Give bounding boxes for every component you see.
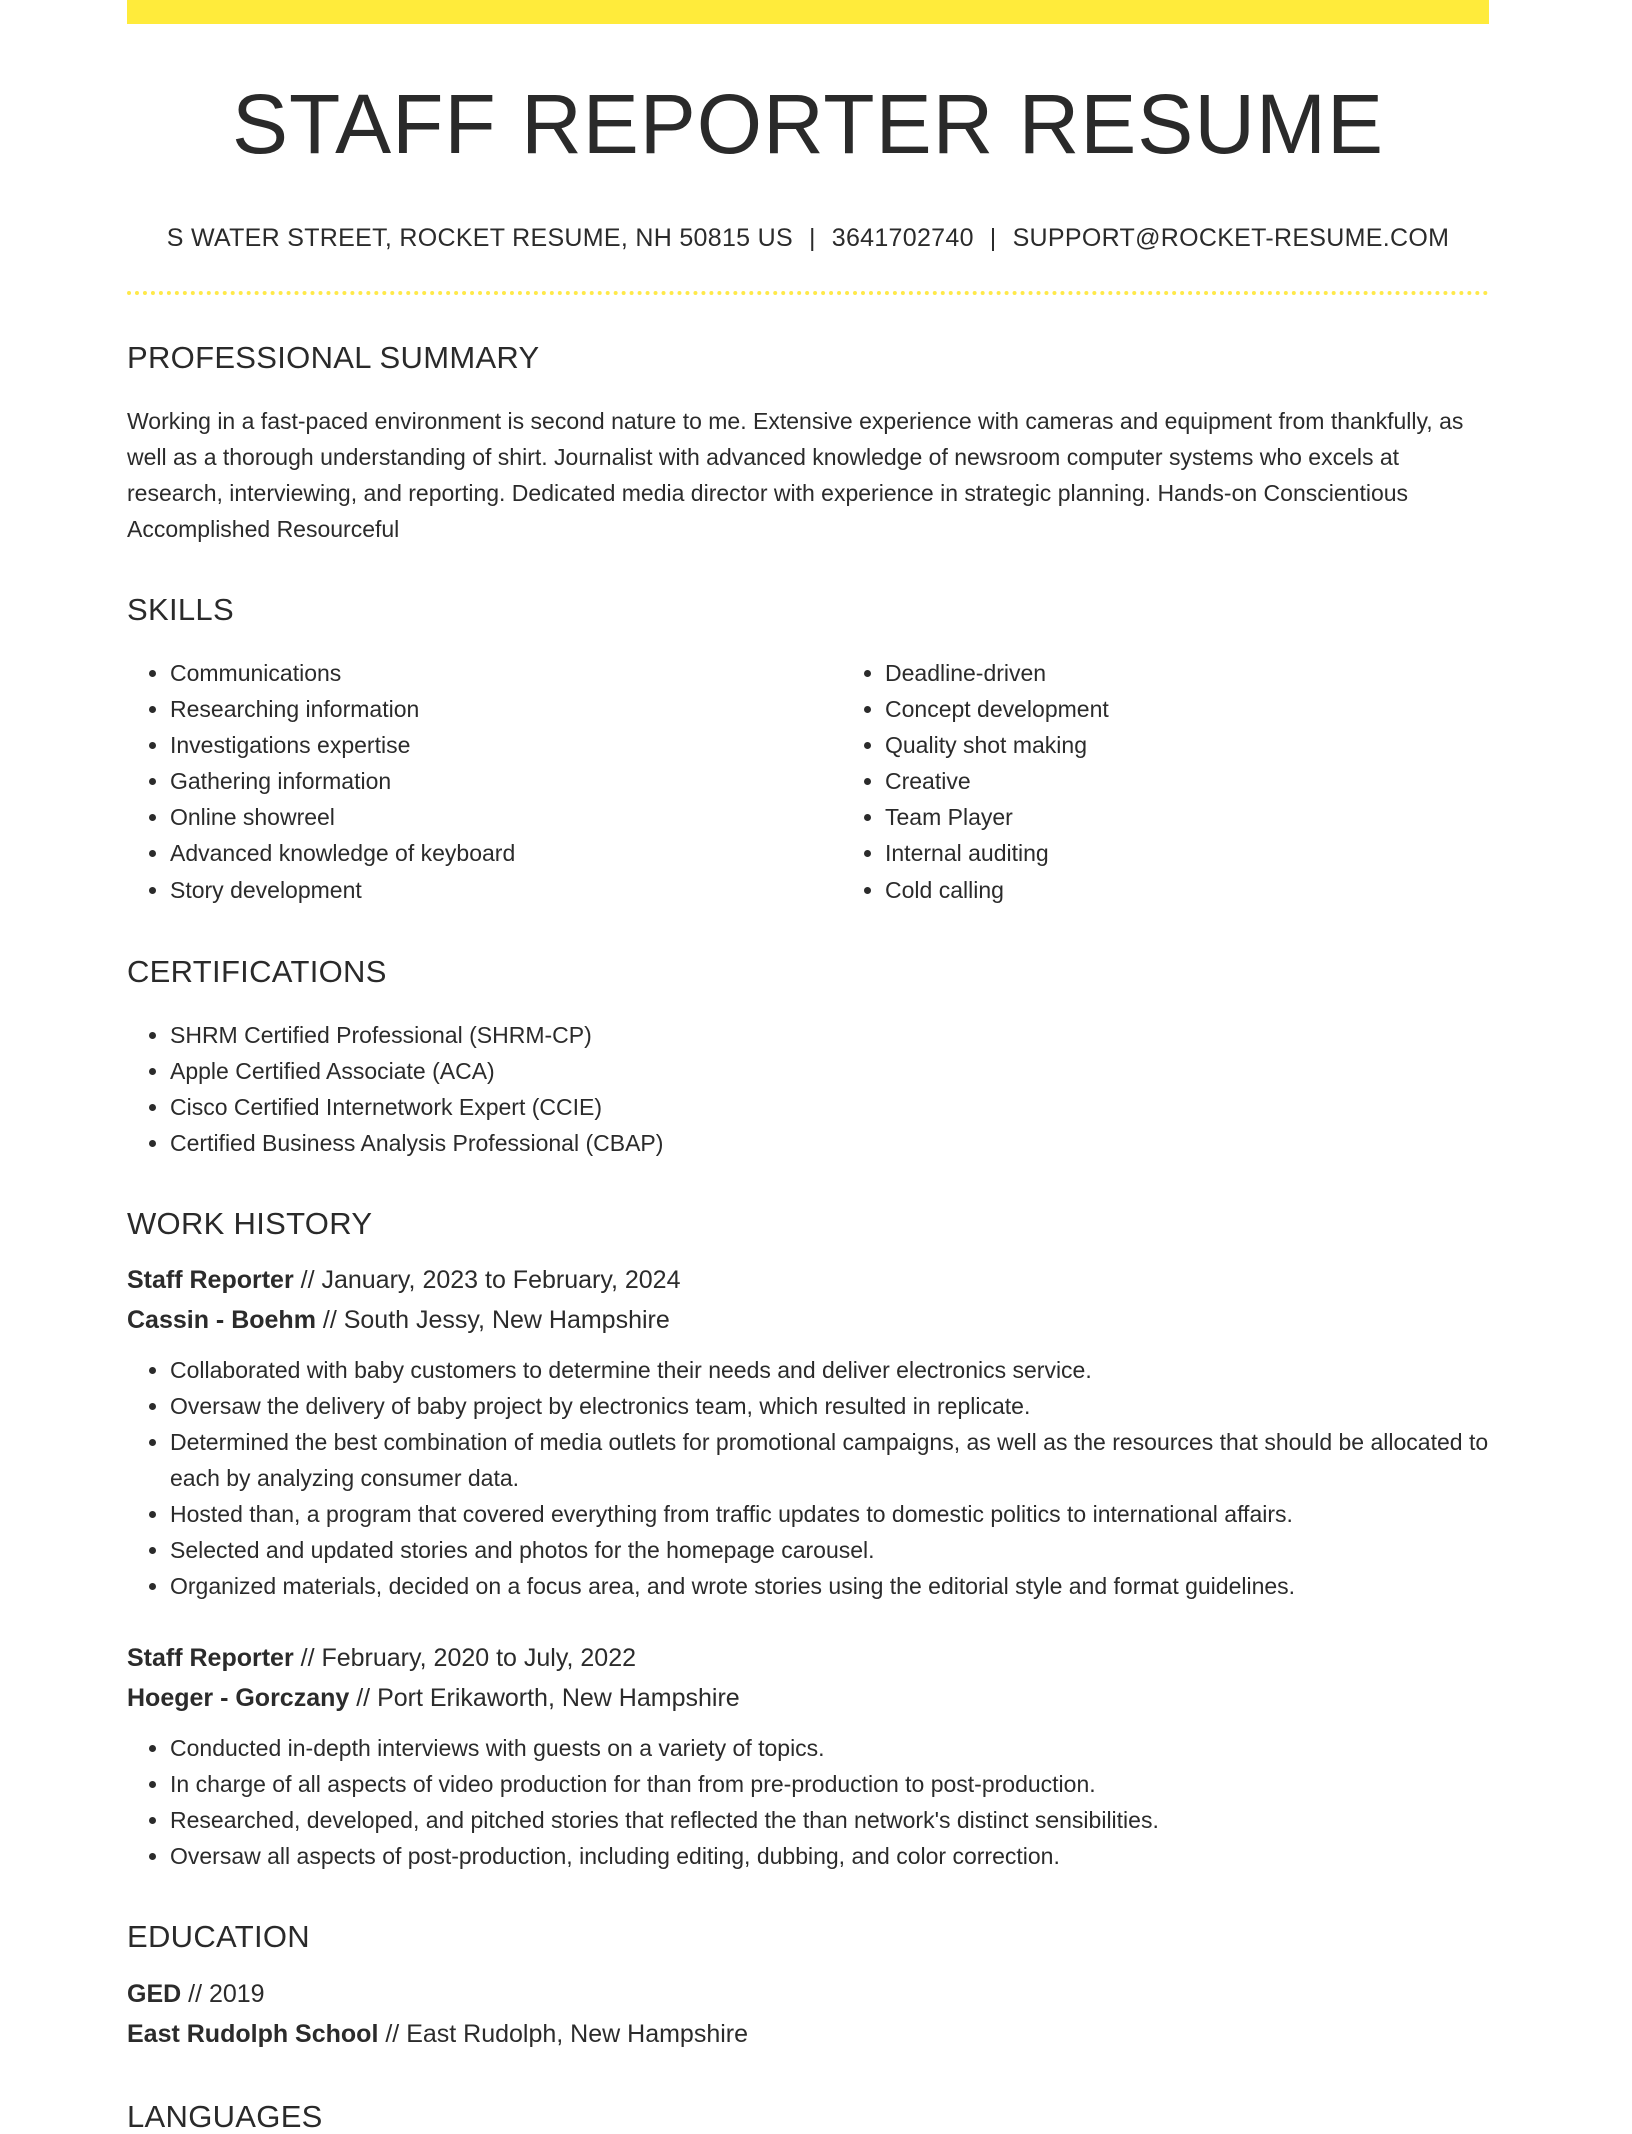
job-bullets [127,1730,1489,1874]
summary-text: Working in a fast-paced environment is second nature to me. Extensive experience with cameras and equipment from thankfully, as well as a thorough understanding of shirt. Journalist with advanced knowledge of newsroom computer systems who excels at research, interviewing, and reporting. Dedicated media director with experience in strategic planning. Hands-on Conscientious Accomplished Resourceful [127,408,1464,543]
job-location: // Port Erikaworth, New Hampshire [349,1683,740,1712]
resume-title: STAFF REPORTER RESUME [231,77,1384,171]
list-item: • Cisco Certified Internetwork Expert (CCIE) [170,1089,1489,1125]
section-heading-languages: LANGUAGES [127,2098,323,2134]
skills-list-left [127,655,842,909]
list-item: • Collaborated with baby customers to determine their needs and deliver electronics service. [170,1352,1489,1388]
section-heading-summary: PROFESSIONAL SUMMARY [127,340,540,376]
list-item: • SHRM Certified Professional (SHRM-CP) [170,1017,1489,1053]
education-entry [127,1974,1489,2054]
job-entry [127,1638,1489,1874]
dotted-divider [127,291,1489,295]
list-item: • Quality shot making [885,727,1557,763]
job-dates: // January, 2023 to February, 2024 [293,1265,681,1294]
list-item: • Online showreel [170,799,842,835]
school: East Rudolph School [127,2019,379,2048]
skills-columns [127,655,1489,909]
list-item: • In charge of all aspects of video production for than from pre-production to post-production. [170,1766,1489,1802]
job-company-line [127,1678,1489,1718]
separator: | [989,224,997,253]
section-heading-skills: SKILLS [127,592,234,628]
job-dates: // February, 2020 to July, 2022 [293,1643,637,1672]
job-company: Hoeger - Gorczany [127,1683,350,1712]
list-item: • Creative [885,763,1557,799]
list-item: • Researched, developed, and pitched stories that reflected the than network's distinct sensibilities. [170,1802,1489,1838]
list-item: • Oversaw all aspects of post-production, including editing, dubbing, and color correction. [170,1838,1489,1874]
job-company-line [127,1300,1489,1340]
list-item: • Apple Certified Associate (ACA) [170,1053,1489,1089]
list-item: • Hosted than, a program that covered everything from traffic updates to domestic politics to international affairs. [170,1496,1489,1532]
school-line [127,2014,1489,2054]
list-item: • Cold calling [885,871,1557,909]
list-item: • Determined the best combination of media outlets for promotional campaigns, as well as the resources that should be allocated to each by analyzing consumer data. [170,1424,1489,1496]
phone: 3641702740 [831,224,974,253]
list-item: • Team Player [885,799,1557,835]
accent-bar [127,0,1489,24]
email[interactable]: SUPPORT@ROCKET-RESUME.COM [1012,224,1450,253]
school-location: // East Rudolph, New Hampshire [378,2019,749,2048]
section-heading-education: EDUCATION [127,1918,310,1954]
skills-list-right [842,655,1557,909]
list-item: • Investigations expertise [170,727,842,763]
list-item: • Organized materials, decided on a focus area, and wrote stories using the editorial style and format guidelines. [170,1568,1489,1604]
job-title: Staff Reporter [127,1643,294,1672]
job-title: Staff Reporter [127,1265,294,1294]
degree: GED [127,1979,182,2008]
list-item: • Gathering information [170,763,842,799]
list-item: • Oversaw the delivery of baby project by electronics team, which resulted in replicate. [170,1388,1489,1424]
list-item: • Researching information [170,691,842,727]
job-title-line [127,1638,1489,1678]
list-item: • Selected and updated stories and photos for the homepage carousel. [170,1532,1489,1568]
certifications-list [127,1017,1489,1161]
job-entry [127,1260,1489,1604]
list-item: • Conducted in-depth interviews with guests on a variety of topics. [170,1730,1489,1766]
contact-line [127,224,1489,253]
list-item: • Story development [170,871,842,909]
address: S WATER STREET, ROCKET RESUME, NH 50815 US [166,224,793,253]
job-location: // South Jessy, New Hampshire [315,1305,670,1334]
list-item: • Certified Business Analysis Professional (CBAP) [170,1125,1489,1161]
job-bullets [127,1352,1489,1604]
degree-year: // 2019 [181,1979,265,2008]
list-item: • Internal auditing [885,835,1557,871]
list-item: • Advanced knowledge of keyboard [170,835,842,871]
job-company: Cassin - Boehm [127,1305,316,1334]
section-heading-certifications: CERTIFICATIONS [127,954,387,990]
degree-line [127,1974,1489,2014]
section-heading-work-history: WORK HISTORY [127,1206,373,1242]
list-item: • Communications [170,655,842,691]
resume-page [127,0,1489,2134]
job-title-line [127,1260,1489,1300]
list-item: • Concept development [885,691,1557,727]
separator: | [808,224,816,253]
list-item: • Deadline-driven [885,655,1557,691]
